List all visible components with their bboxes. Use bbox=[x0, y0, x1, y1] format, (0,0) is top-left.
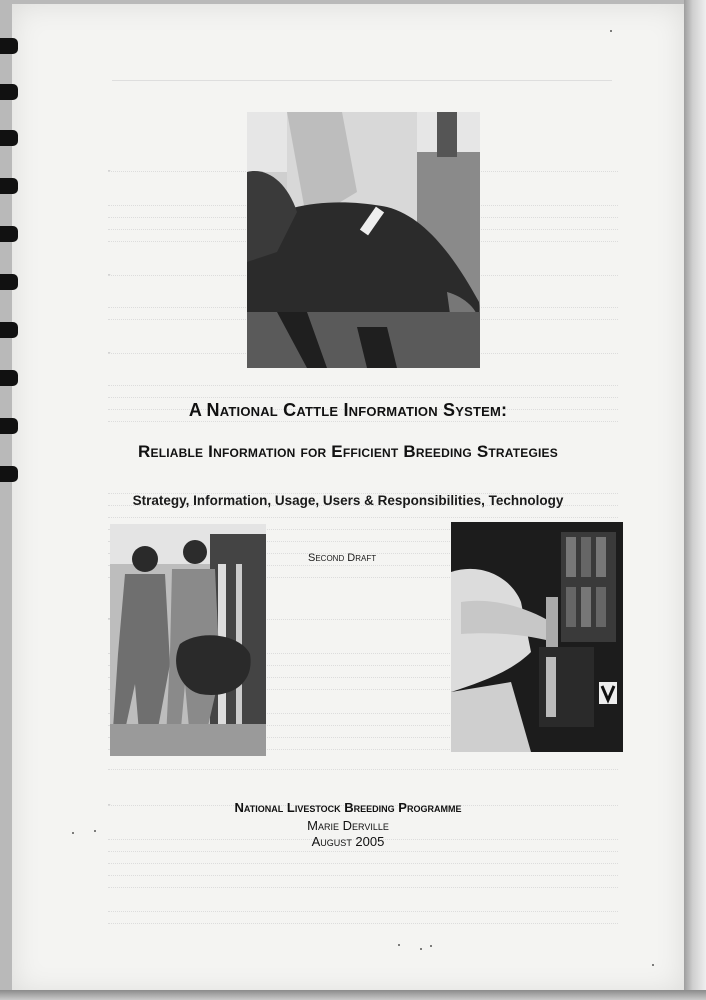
page-edge-bottom bbox=[0, 990, 706, 1000]
spiral-binding bbox=[0, 0, 20, 1000]
author-name: Marie Derville bbox=[307, 818, 389, 833]
document-title: A National Cattle Information System: bbox=[188, 400, 508, 420]
programme-name: National Livestock Breeding Programme bbox=[234, 800, 462, 815]
page-edge bbox=[684, 0, 706, 1000]
calf-handling-photo bbox=[110, 524, 266, 756]
cow-head-photo bbox=[247, 112, 480, 368]
document-title-secondary: Reliable Information for Efficient Breeding Strategies bbox=[138, 442, 558, 461]
draft-label: Second Draft bbox=[308, 552, 377, 564]
document-date: August 2005 bbox=[311, 834, 385, 849]
ear-tagging-photo bbox=[451, 522, 623, 752]
document-page bbox=[12, 4, 684, 994]
document-subtitle: Strategy, Information, Usage, Users & Responsibilities, Technology bbox=[132, 493, 564, 508]
